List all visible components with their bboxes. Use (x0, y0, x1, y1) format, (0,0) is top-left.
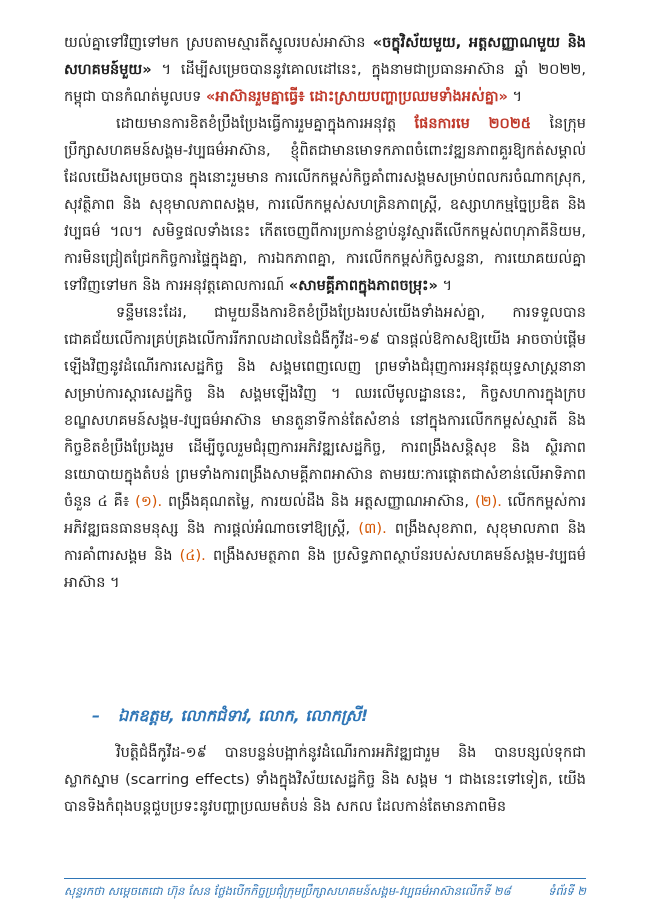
priority-number-3: (៣). (358, 521, 387, 537)
heading-dash: – (92, 706, 100, 725)
priority-number-1: (១). (135, 494, 163, 510)
page-footer (64, 882, 586, 902)
footer-title: សុន្ទរកថា សម្ដេចតេជោ ហ៊ុន សែន ថ្លែងបើកកិច្ចប្រជុំក្រុមប្រឹក្សាសហគមន៍សង្គម-វប្បធម៌អាស៊ានលើកទី ២៨ (64, 883, 511, 898)
priority-number-4: (៤). (179, 548, 206, 564)
unity-in-diversity: «សាមគ្គីភាពក្នុងភាពចម្រុះ» (288, 278, 438, 294)
blueprint-2025: ផែនការមេ ២០២៥ (414, 116, 532, 132)
page-number: ទំព័រទី ២ (548, 883, 586, 898)
priority-number-2: (២). (474, 494, 502, 510)
salutation-heading (92, 705, 572, 729)
paragraph-1: យល់គ្នាទៅវិញទៅមក ស្របតាមស្មារតីស្នូលរបស់អាស៊ាន «ចក្ខុវិស័យមួយ, អត្តសញ្ញាណមួយ និង សហគមន៍មួយ» ។ ដើម្បីសម្រេចបាននូវគោលដៅនេះ, ក្នុងនាមជាប្រធានអាស៊ាន ឆ្នាំ ២០២២, កម្ពុជា បានកំណត់មូលបទ «អាស៊ានរួមគ្នាធ្វើ៖ ដោះស្រាយបញ្ហាប្រឈមទាំងអស់គ្នា» ។ (64, 35, 586, 105)
paragraph-2: ដោយមានការខិតខំប្រឹងប្រែងធ្វើការរួមគ្នាក្នុងការអនុវត្ត ផែនការមេ ២០២៥ នៃក្រុមប្រឹក្សាសហគមន៍សង្គម-វប្បធម៌អាស៊ាន, ខ្ញុំពិតជាមានមោទកភាពចំពោះវឌ្ឍនភាពគួរឱ្យកត់សម្គាល់ ដែលយើងសម្រេចបាន ក្នុងនោះរួមមាន ការលើកកម្ពស់កិច្ចគាំពារសង្គមសម្រាប់ពលករចំណាកស្រុក, សុវត្ថិភាព និង សុខុមាលភាពសង្គម, ការលើកកម្ពស់សហគ្រិនភាពស្ត្រី, ឧស្សាហកម្មច្នៃប្រឌិត និង វប្បធម៌ ។ល។ សមិទ្ធផលទាំងនេះ កើតចេញពីការប្រកាន់ខ្ជាប់នូវស្មារតីលើកកម្ពស់ពហុភាគីនិយម, ការមិនជ្រៀតជ្រែកកិច្ចការផ្ទៃក្នុងគ្នា, ការឯកភាពគ្នា, ការលើកកម្ពស់កិច្ចសន្ទនា, ការយោគយល់គ្នាទៅវិញទៅមក និង ការអនុវត្តគោលការណ៍ «សាមគ្គីភាពក្នុងភាពចម្រុះ» ។ (64, 116, 586, 294)
footer-divider (64, 878, 586, 879)
paragraph-4: វិបត្តិជំងឺកូវីដ-១៩ បានបន្ទន់បង្អាក់នូវដំណើរការអភិវឌ្ឍជារួម និង បានបន្សល់ទុកជាស្លាកស្នាម (scarring effects) ទាំងក្នុងវិស័យសេដ្ឋកិច្ច និង សង្គម ។ ជាងនេះទៅទៀត, យើងបានទិងកំពុងបន្តជួបប្រទះនូវបញ្ហាប្រឈមតំបន់ និង សកល ដែលកាន់តែមានភាពមិន (64, 745, 586, 815)
heading-text: ឯកឧត្តម, លោកជំទាវ, លោក, លោកស្រី! (118, 706, 369, 725)
asean-motto: «ចក្ខុវិស័យមួយ, អត្តសញ្ញាណមួយ និង សហគមន៍មួយ» (64, 35, 586, 78)
body-text (64, 30, 586, 597)
chairmanship-theme: «អាស៊ានរួមគ្នាធ្វើ៖ ដោះស្រាយបញ្ហាប្រឈមទាំងអស់គ្នា» (205, 89, 508, 105)
paragraph-3: ទន្ទឹមនេះដែរ, ជាមួយនឹងការខិតខំប្រឹងប្រែងរបស់យើងទាំងអស់គ្នា, ការទទួលបានជោគជ័យលើការគ្រប់គ្រងលើការរីករាលដាលនៃជំងឺកូវីដ-១៩ បានផ្ដល់ឱកាសឱ្យយើង អាចចាប់ផ្ដើមឡើងវិញនូវដំណើរការសេដ្ឋកិច្ច និង សង្គមពេញលេញ ព្រមទាំងជំរុញការអនុវត្តយុទ្ធសាស្ត្រនានា សម្រាប់ការស្ដារសេដ្ឋកិច្ច និង សង្គមឡើងវិញ ។ ឈរលើមូលដ្ឋាននេះ, កិច្ចសហការក្នុងក្របខណ្ឌសហគមន៍សង្គម-វប្បធម៌អាស៊ាន មានតួនាទីកាន់តែសំខាន់ នៅក្នុងការលើកកម្ពស់ស្មារតី និង កិច្ចខិតខំប្រឹងប្រែងរួម ដើម្បីចូលរួមជំរុញការអភិវឌ្ឍសេដ្ឋកិច្ច, ការពង្រឹងសន្តិសុខ និង ស្ថិរភាពនយោបាយក្នុងតំបន់ ព្រមទាំងការពង្រឹងសាមគ្គីភាពអាស៊ាន តាមរយៈការផ្ដោតជាសំខាន់លើអាទិភាព ចំនួន ៤ គឺ៖ (១). ពង្រឹងគុណតម្លៃ, ការយល់ដឹង និង អត្តសញ្ញាណអាស៊ាន, (២). លើកកម្ពស់ការអភិវឌ្ឍធនធានមនុស្ស និង ការផ្ដល់អំណាចទៅឱ្យស្ត្រី, (៣). ពង្រឹងសុខភាព, សុខុមាលភាព និង ការគាំពារសង្គម និង (៤). ពង្រឹងសមត្ថភាព និង ប្រសិទ្ធភាពស្ថាប័នរបស់សហគមន៍សង្គម-វប្បធម៌អាស៊ាន ។ (64, 305, 586, 591)
